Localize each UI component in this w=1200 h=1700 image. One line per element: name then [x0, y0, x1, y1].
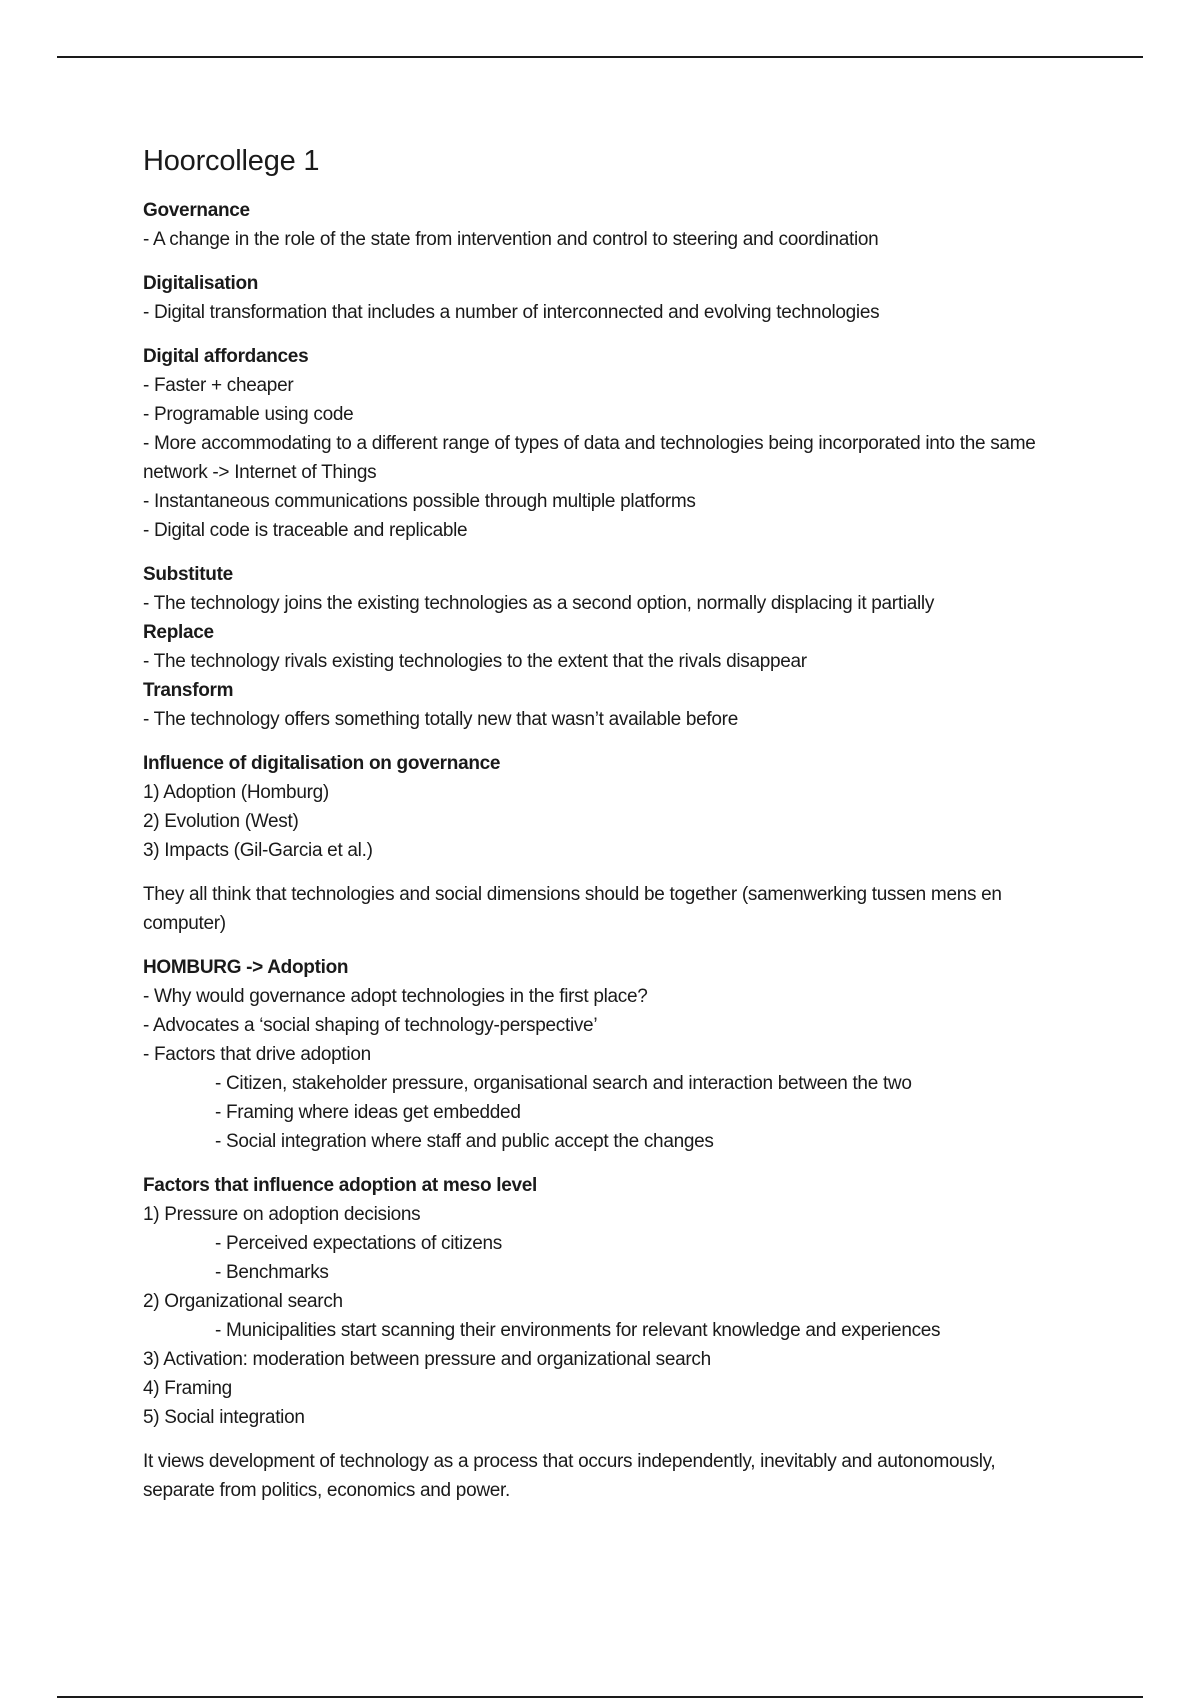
sub-list-item: - Framing where ideas get embedded — [215, 1102, 521, 1123]
sub-list-item: - Municipalities start scanning their environments for relevant knowledge and experiences — [215, 1320, 941, 1341]
section-replace — [143, 618, 1063, 676]
sub-list-item: - Perceived expectations of citizens — [215, 1233, 503, 1254]
list-item: 2) Evolution (West) — [143, 811, 299, 832]
list-item: - Why would governance adopt technologies in the first place? — [143, 986, 648, 1007]
top-rule — [57, 56, 1143, 58]
section-governance — [143, 196, 1063, 254]
section-heading: HOMBURG -> Adoption — [143, 957, 349, 978]
list-item: - Programable using code — [143, 404, 354, 425]
list-item: 3) Impacts (Gil-Garcia et al.) — [143, 840, 373, 861]
section-digital-affordances — [143, 342, 1063, 545]
section-heading: Digitalisation — [143, 273, 259, 294]
list-item: 4) Framing — [143, 1378, 232, 1399]
document-page — [143, 142, 1063, 1520]
list-item: - Digital transformation that includes a number of interconnected and evolving technologies — [143, 302, 880, 323]
list-item: - More accommodating to a different range of types of data and technologies being incorporated into the same network -> Internet of Things — [143, 433, 1036, 483]
section-homburg — [143, 953, 1063, 1156]
list-item: - The technology joins the existing technologies as a second option, normally displacing it partially — [143, 593, 935, 614]
section-influence — [143, 749, 1063, 865]
page-title: Hoorcollege 1 — [143, 145, 320, 177]
list-item: - Instantaneous communications possible through multiple platforms — [143, 491, 696, 512]
sub-list-item: - Benchmarks — [215, 1262, 329, 1283]
section-substitute — [143, 560, 1063, 618]
section-heading: Replace — [143, 622, 214, 643]
section-heading: Governance — [143, 200, 250, 221]
section-heading: Transform — [143, 680, 234, 701]
section-transform — [143, 676, 1063, 734]
closing-paragraph — [143, 1447, 1063, 1505]
together-paragraph — [143, 880, 1063, 938]
section-heading: Digital affordances — [143, 346, 309, 367]
list-item: 1) Pressure on adoption decisions — [143, 1204, 421, 1225]
list-item: - The technology rivals existing technologies to the extent that the rivals disappear — [143, 651, 807, 672]
list-item: 5) Social integration — [143, 1407, 305, 1428]
list-item: - Factors that drive adoption — [143, 1044, 371, 1065]
section-digitalisation — [143, 269, 1063, 327]
section-heading: Substitute — [143, 564, 233, 585]
bottom-rule — [57, 1696, 1143, 1698]
list-item: - Advocates a ‘social shaping of technology-perspective’ — [143, 1015, 598, 1036]
list-item: - The technology offers something totally new that wasn’t available before — [143, 709, 738, 730]
section-heading: Influence of digitalisation on governance — [143, 753, 501, 774]
paragraph: It views development of technology as a process that occurs independently, inevitably and autonomously, separate from politics, economics and power. — [143, 1451, 996, 1501]
list-item: 3) Activation: moderation between pressure and organizational search — [143, 1349, 711, 1370]
sub-list-item: - Citizen, stakeholder pressure, organisational search and interaction between the two — [215, 1073, 912, 1094]
list-item: 2) Organizational search — [143, 1291, 343, 1312]
section-heading: Factors that influence adoption at meso level — [143, 1175, 538, 1196]
sub-list-item: - Social integration where staff and public accept the changes — [215, 1131, 714, 1152]
list-item: - Digital code is traceable and replicable — [143, 520, 468, 541]
section-meso-factors — [143, 1171, 1063, 1432]
list-item: 1) Adoption (Homburg) — [143, 782, 329, 803]
list-item: - A change in the role of the state from intervention and control to steering and coordination — [143, 229, 879, 250]
list-item: - Faster + cheaper — [143, 375, 294, 396]
paragraph: They all think that technologies and social dimensions should be together (samenwerking tussen mens en computer) — [143, 884, 1002, 934]
